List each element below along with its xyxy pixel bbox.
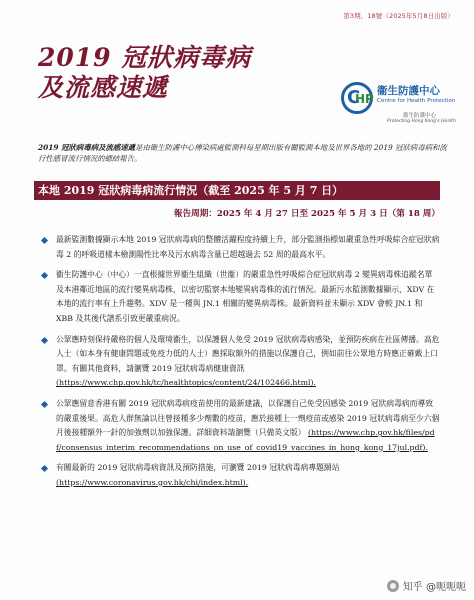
bullet-diamond-icon <box>41 237 48 244</box>
title-line-1: 2019 冠狀病毒病 <box>38 43 252 72</box>
vaccine-recommendation-link[interactable]: (https://www.chp.gov.hk/files/pdf/consensus_interim_recommendations_on_use_of_covid19_vaccines_in_hong_kong_17jul.pdf). <box>56 428 435 452</box>
chp-emblem-icon: C HP <box>341 82 373 114</box>
chp-name-zh: 衞生防護中心 <box>377 85 440 97</box>
list-item <box>40 333 440 391</box>
title-line-2: 及流感速遞 <box>38 72 169 102</box>
chp-subtitle-zh: 衞生防護中心 <box>403 113 437 119</box>
bullet-text: 最新監測數據顯示本地 2019 冠狀病毒病的整體活躍程度持續上升，部分監測指標如嚴重急性呼吸綜合症冠狀病毒 2 的呼吸道樣本檢測陽性比率及污水病毒含量已超越過去 52 周的最高水平。 <box>56 235 440 259</box>
report-period: 報告周期：2025 年 4 月 27 日至 2025 年 5 月 3 日（第 18 周） <box>173 209 440 219</box>
list-item <box>40 397 440 455</box>
list-item <box>40 461 440 490</box>
avatar-icon <box>387 580 399 592</box>
bullet-list <box>40 233 440 491</box>
page-title <box>38 44 251 101</box>
chp-logo <box>341 79 457 135</box>
health-info-link[interactable]: (https://www.chp.gov.hk/tc/healthtopics/content/24/102466.html). <box>56 378 316 388</box>
list-item <box>40 233 440 262</box>
watermark <box>387 578 466 593</box>
bullet-diamond-icon <box>41 401 48 408</box>
intro-text: 是由衞生防護中心傳染病處監測科每星期出版有關監測本地及世界各地的 2019 冠狀病毒病和流行性感冒流行情況的總結報告。 <box>38 143 447 163</box>
intro-lead: 2019 冠狀病毒病及流感速遞 <box>38 143 136 152</box>
bullet-text: 衞生防護中心（中心）一直根據世界衞生組織（世衞）的嚴重急性呼吸綜合症冠狀病毒 2 變異病毒株追蹤名單及本港鄰近地區的流行變異病毒株，以密切監察本地變異病毒株的流行情況。最新污水監測數據顯示，XDV 在本地的流行率有上升趨勢。XDV 是一種與 JN.1 相關的變異病毒株。最新資料並未顯示 XDV 會較 JN.1 和 XBB 及其後代譜系引致更嚴重病況。 <box>56 270 435 323</box>
bullet-text: 公眾應留意香港有關 2019 冠狀病毒病疫苗使用的最新建議，以保護自己免受因感染 2019 冠狀病毒病而導致的嚴重後果。高危人群無論以往曾接種多少劑數的疫苗，應於接種上一劑疫苗或感染 2019 冠狀病毒病至少六個月後接種額外一針的加強劑以加強保護。詳細資料請瀏覽（只備英文版） <box>56 398 440 438</box>
bullet-text: 有關最新的 2019 冠狀病毒病資訊及預防措施，可瀏覽 2019 冠狀病毒病專題網站 <box>56 463 340 473</box>
coronavirus-site-link[interactable]: (https://www.coronavirus.gov.hk/chi/index.html). <box>56 477 249 487</box>
list-item <box>40 268 440 326</box>
section-banner: 本地 2019 冠狀病毒病流行情況（截至 2025 年 5 月 7 日） <box>34 181 440 200</box>
bullet-diamond-icon <box>41 465 48 472</box>
chp-name-en: Centre for Health Protection <box>377 98 456 104</box>
issue-line: 第3期，18號（2025年5月8日出版） <box>343 12 454 20</box>
bullet-diamond-icon <box>41 337 48 344</box>
chp-subtitle-en: Protecting Hong Kong's Health <box>387 119 456 124</box>
watermark-text: 知乎 @呃呃呃 <box>402 582 466 593</box>
bullet-text: 公眾應時刻保持嚴格的個人及環境衞生，以保護個人免受 2019 冠狀病毒病感染，並預防疾病在社區傳播。高危人士（如本身有健康問題或免疫力低的人士）應採取額外的措施以保護自己，例如前往公眾地方時應正確戴上口罩。有關其他資料，請瀏覽 2019 冠狀病毒病健康資訊 <box>56 334 440 373</box>
bullet-diamond-icon <box>41 272 48 279</box>
intro-paragraph <box>38 143 448 164</box>
